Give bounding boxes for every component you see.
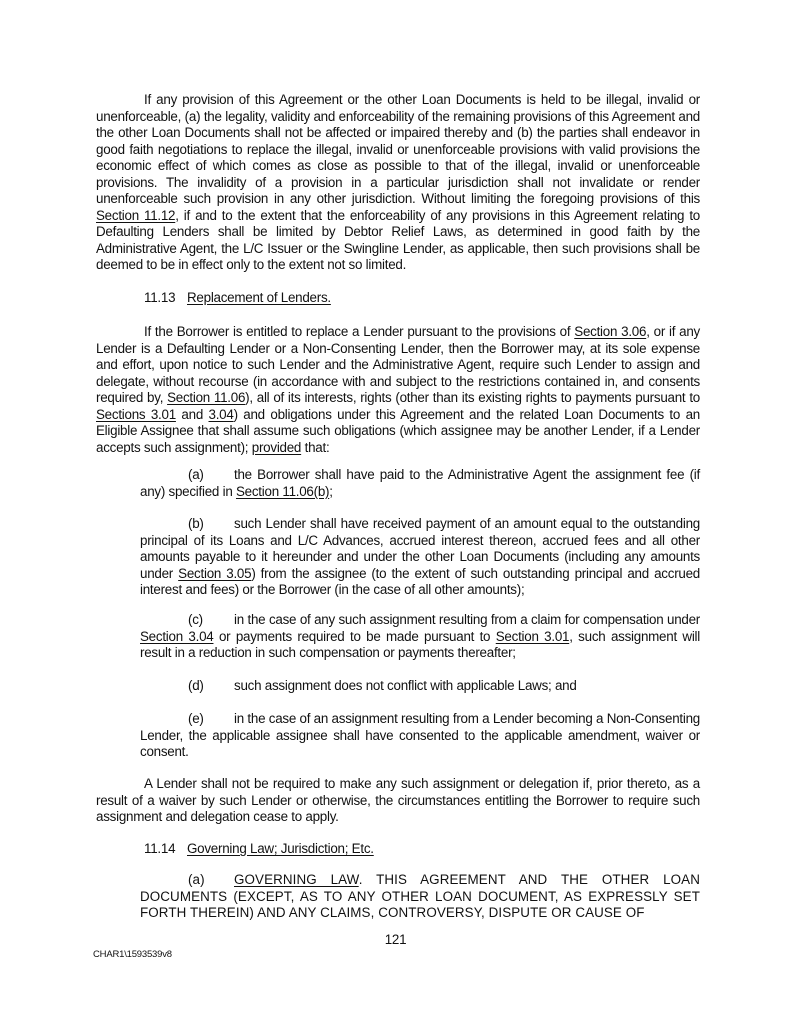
item-label: (e) [188,711,204,726]
list-item-e [140,711,700,761]
section-reference-link[interactable]: Section 3.06 [574,324,647,339]
paragraph-text: that: [301,439,330,455]
item-text: such Lender shall have received payment of an amount equal to the outstanding principal of its Loans and L/C Advances, accrued interest thereon, accrued fees and all other amounts payable to it hereunder and under the other Loan Documents (including any amounts under [140,516,700,581]
list-item-b [140,516,700,599]
item-label: (c) [188,612,203,627]
list-item-d [140,678,700,695]
document-id: CHAR1\1593539v8 [93,949,172,960]
provided-term: provided [251,439,302,455]
list-item-a [140,467,700,500]
item-label: (d) [188,678,204,693]
section-reference-link[interactable]: 3.04 [208,406,234,422]
item-text: or payments required to be made pursuant to [213,628,496,644]
item-text: in the case of an assignment resulting from a Lender becoming a Non-Consenting Lender, the applicable assignee shall have consented to the applicable amendment, waiver or consent. [140,711,700,759]
governing-law-heading: GOVERNING LAW [234,872,359,887]
section-reference-link[interactable]: Section 11.12 [96,207,176,223]
section-number: 11.13 [144,290,176,305]
paragraph-text: ) and obligations under this Agreement and the related Loan Documents to an Eligible Assignee that shall assume such obligations (which assignee may be another Lender, if a Lender accepts such assignment); [96,406,700,455]
section-reference-link[interactable]: Sections 3.01 [96,406,176,422]
replacement-closing-paragraph [96,776,700,826]
paragraph-text: , or if any Lender is a Defaulting Lender or a Non-Consenting Lender, then the Borrower may, at its sole expense and effort, upon notice to such Lender and the Administrative Agent, require such Lender to assign and delegate, without recourse (in accordance with and subject to the restrictions contained in, and consents required by, [96,324,700,405]
list-item-c [140,612,700,662]
item-text: , such assignment will result in a reduction in such compensation or payments thereafter; [140,628,700,660]
item-label: (b) [188,516,204,531]
item-text: the Borrower shall have paid to the Administrative Agent the assignment fee (if any) specified in [140,467,700,499]
section-reference-link[interactable]: Section 3.04 [140,628,214,644]
section-title: Replacement of Lenders. [187,290,331,305]
section-heading-11-13 [144,290,331,307]
paragraph-text: If any provision of this Agreement or the other Loan Documents is held to be illegal, invalid or unenforceable, (a) the legality, validity and enforceability of the remaining provisions of this Agreement and the other Loan Documents shall not be affected or impaired thereby and (b) the parties shall endeavor in good faith negotiations to replace the illegal, invalid or unenforceable provisions with valid provisions the economic effect of which comes as close as possible to that of the illegal, invalid or unenforceable provisions. The invalidity of a provision in a particular jurisdiction shall not invalidate or render unenforceable such provision in any other jurisdiction. Without limiting the foregoing provisions of this [96,92,700,206]
item-text: ; [329,483,333,499]
governing-law-item-a [140,872,700,922]
section-heading-11-14 [144,841,374,858]
paragraph-text: and [175,406,209,422]
paragraph-text: A Lender shall not be required to make any such assignment or delegation if, prior thereto, as a result of a waiver by such Lender or otherwise, the circumstances entitling the Borrower to require such assignment and delegation cease to apply. [96,776,700,824]
section-reference-link[interactable]: Section 3.01 [495,628,570,644]
replacement-intro-paragraph [96,324,700,456]
severability-paragraph [96,92,700,274]
section-reference-link[interactable]: Section 3.05 [178,565,252,581]
item-text: in the case of any such assignment resulting from a claim for compensation under [234,612,700,627]
paragraph-text: ), all of its interests, rights (other than its existing rights to payments pursuant to [245,390,700,405]
item-label: (a) [188,467,204,482]
section-reference-link[interactable]: Section 11.06(b) [235,483,330,499]
page-number: 121 [384,932,407,947]
section-reference-link[interactable]: Section 11.06 [167,390,246,405]
paragraph-text: If the Borrower is entitled to replace a Lender pursuant to the provisions of [144,324,575,339]
item-text: such assignment does not conflict with applicable Laws; and [234,678,577,693]
paragraph-text: , if and to the extent that the enforceability of any provisions in this Agreement relating to Defaulting Lenders shall be limited by Debtor Relief Laws, as determined in good faith by the Administrative Agent, the L/C Issuer or the Swingline Lender, as applicable, then such provisions shall be deemed to be in effect only to the extent not so limited. [96,207,700,272]
item-text: ) from the assignee (to the extent of such outstanding principal and accrued interest and fees) or the Borrower (in the case of all other amounts); [140,565,700,597]
item-text: . THIS AGREEMENT AND THE OTHER LOAN DOCUMENTS (EXCEPT, AS TO ANY OTHER LOAN DOCUMENT, AS EXPRESSLY SET FORTH THEREIN) AND ANY CLAIMS, CONTROVERSY, DISPUTE OR CAUSE OF [140,872,700,920]
section-number: 11.14 [144,841,176,856]
section-title: Governing Law; Jurisdiction; Etc. [187,841,374,856]
item-label: (a) [188,872,205,887]
